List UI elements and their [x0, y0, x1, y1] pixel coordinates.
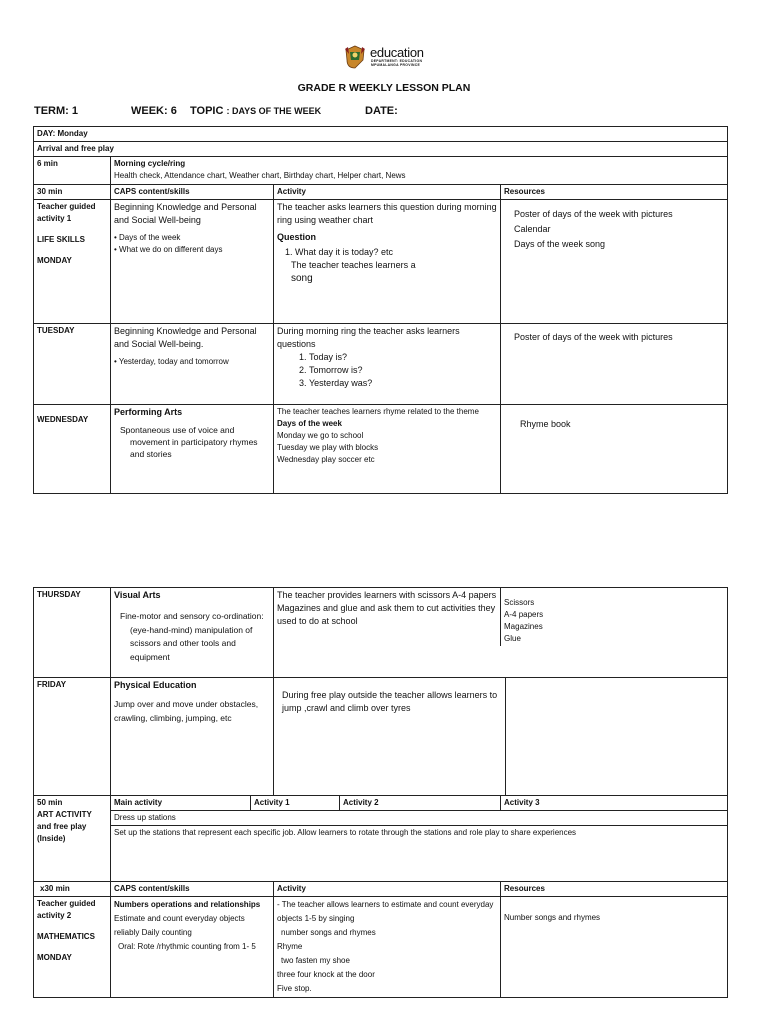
monday-activity-cell [274, 200, 501, 324]
art-label3: (Inside) [37, 834, 66, 843]
table-row [34, 142, 728, 157]
maths-label-cell [34, 897, 111, 998]
monday-label1: Teacher guided activity 1 [37, 202, 96, 223]
ring-time: 6 min [34, 157, 111, 185]
thursday-res1: Scissors [504, 598, 535, 607]
tuesday-question-2: 2. Tomorrow is? [309, 364, 497, 377]
thursday-activity-cell [274, 588, 501, 646]
thursday-res3: Magazines [504, 622, 543, 631]
ring-items: Health check, Attendance chart, Weather chart, Birthday chart, Helper chart, News [114, 171, 406, 180]
thursday-resources-cell [501, 588, 727, 646]
friday-activity-resources [274, 678, 728, 796]
thursday-caps-body: Fine-motor and sensory co-ordination: (eye-hand-mind) manipulation of scissors and other tools and equipment [120, 611, 264, 662]
wednesday-res1: Rhyme book [520, 419, 571, 429]
lesson-plan-table-1 [33, 126, 728, 494]
tuesday-caps-cell [111, 324, 274, 405]
friday-resources-cell [506, 678, 727, 795]
wednesday-resources-cell [501, 405, 728, 494]
logo-wordmark: education [370, 45, 424, 60]
col-resources: Resources [501, 185, 728, 200]
maths-act-l2: number songs and rhymes [281, 928, 376, 937]
tuesday-question-1: 1. Today is? [309, 351, 497, 364]
tuesday-resources-cell [501, 324, 728, 405]
monday-caps-b2: • What we do on different days [114, 245, 223, 254]
maths-label1: Teacher guided activity 2 [37, 899, 96, 920]
maths-col-resources: Resources [501, 882, 728, 897]
wednesday-act-intro: The teacher teaches learners rhyme related to the theme [277, 407, 479, 416]
col-caps: CAPS content/skills [111, 185, 274, 200]
table-row-art-dress [34, 811, 728, 826]
wednesday-label: WEDNESDAY [37, 415, 89, 424]
col-activity: Activity [274, 185, 501, 200]
thursday-caps-cell [111, 588, 274, 678]
wednesday-caps-body: Spontaneous use of voice and movement in participatory rhymes and stories [120, 425, 258, 459]
art-label-cell [34, 796, 111, 882]
table-row [34, 127, 728, 142]
topic-value: : DAYS OF THE WEEK [226, 106, 322, 116]
table-row-friday [34, 678, 728, 796]
monday-act-question-label: Question [277, 232, 317, 242]
monday-act-intro: The teacher asks learners this question during morning ring using weather chart [277, 202, 497, 225]
table-row-wednesday [34, 405, 728, 494]
wednesday-caps-title: Performing Arts [114, 407, 183, 417]
thursday-caps-title: Visual Arts [114, 590, 161, 600]
maths-act-l1: - The teacher allows learners to estimate and count everyday objects 1-5 by singing [277, 900, 494, 923]
monday-caps-cell [111, 200, 274, 324]
art-setup: Set up the stations that represent each specific job. Allow learners to rotate through the stations and role play to share experiences [111, 826, 728, 882]
tuesday-caps-title: Beginning Knowledge and Personal and Social Well-being. [114, 326, 257, 349]
monday-resources-cell [501, 200, 728, 324]
friday-activity: During free play outside the teacher allows learners to jump ,crawl and climb over tyres [282, 690, 498, 713]
ring-title: Morning cycle/ring [114, 159, 186, 168]
logo-department: DEPARTMENT: EDUCATION [371, 59, 423, 63]
logo-province: MPUMALANGA PROVINCE [371, 63, 421, 67]
week-label: WEEK: 6 [131, 105, 177, 117]
wednesday-caps-cell [111, 405, 274, 494]
table-row [34, 185, 728, 200]
monday-act-note1: The teacher teaches learners a [291, 260, 416, 270]
wednesday-act-l3: Wednesday play soccer etc [277, 455, 375, 464]
thursday-res4: Glue [504, 634, 521, 643]
table-row-maths-header [34, 882, 728, 897]
col-time: 30 min [34, 185, 111, 200]
wednesday-label-cell [34, 405, 111, 494]
wednesday-act-l1: Monday we go to school [277, 431, 364, 440]
tuesday-label: TUESDAY [34, 324, 111, 405]
table-row [34, 157, 728, 185]
maths-col-caps: CAPS content/skills [111, 882, 274, 897]
maths-caps-cell [111, 897, 274, 998]
monday-label-cell [34, 200, 111, 324]
monday-res2: Calendar [514, 224, 551, 234]
monday-res1: Poster of days of the week with pictures [514, 209, 673, 219]
tuesday-act-intro: During morning ring the teacher asks learners questions [277, 326, 460, 349]
thursday-res2: A-4 papers [504, 610, 544, 619]
topic-label: TOPIC [190, 105, 224, 117]
friday-caps-title: Physical Education [114, 680, 197, 690]
maths-activity-cell [274, 897, 501, 998]
art-col-a3: Activity 3 [501, 796, 728, 811]
friday-caps-body: Jump over and move under obstacles, crawling, climbing, jumping, etc [114, 699, 259, 723]
maths-res1: Number songs and rhymes [504, 913, 601, 922]
table-row-thursday [34, 588, 728, 678]
art-label1: ART ACTIVITY [37, 810, 92, 819]
wednesday-activity-cell [274, 405, 501, 494]
friday-activity-cell [274, 678, 506, 795]
term-label: TERM: 1 [34, 105, 78, 117]
maths-label3: MONDAY [37, 953, 72, 962]
table-row-maths [34, 897, 728, 998]
thursday-activity: The teacher provides learners with scissors A-4 papers Magazines and glue and ask them to cut activities they used to do at school [277, 590, 497, 626]
topic-heading [190, 105, 321, 117]
ring-cell [111, 157, 728, 185]
table-row-art-setup [34, 826, 728, 882]
lesson-plan-table-2 [33, 587, 728, 998]
date-label: DATE: [365, 105, 398, 117]
thursday-activity-resources [274, 588, 728, 678]
wednesday-act-l2: Tuesday we play with blocks [277, 443, 379, 452]
table-row-art-header [34, 796, 728, 811]
arrival-label: Arrival and free play [34, 142, 728, 157]
tuesday-caps-b1: • Yesterday, today and tomorrow [114, 357, 229, 366]
friday-label: FRIDAY [34, 678, 111, 796]
day-label: DAY: Monday [34, 127, 728, 142]
tuesday-question-list [277, 351, 497, 390]
maths-act-l6: Five stop. [277, 984, 312, 993]
thursday-label: THURSDAY [34, 588, 111, 678]
maths-caps-title: Numbers operations and relationships [114, 900, 261, 909]
monday-act-note2: song [291, 273, 313, 284]
art-dress: Dress up stations [111, 811, 728, 826]
art-col-a1: Activity 1 [251, 796, 340, 811]
monday-label3: MONDAY [37, 256, 72, 265]
monday-caps-title: Beginning Knowledge and Personal and Social Well-being [114, 202, 257, 225]
maths-label2: MATHEMATICS [37, 932, 95, 941]
maths-caps-l1: Estimate and count everyday objects reliably Daily counting [114, 914, 245, 937]
maths-act-l5: three four knock at the door [277, 970, 375, 979]
art-col-main: Main activity [111, 796, 251, 811]
tuesday-question-3: 3. Yesterday was? [309, 377, 497, 390]
education-logo [338, 42, 438, 72]
tuesday-activity-cell [274, 324, 501, 405]
wednesday-act-heading: Days of the week [277, 419, 342, 428]
monday-caps-b1: • Days of the week [114, 233, 181, 242]
art-time: 50 min [37, 798, 63, 807]
table-row-tuesday [34, 324, 728, 405]
monday-label2: LIFE SKILLS [37, 235, 85, 244]
page-title: GRADE R WEEKLY LESSON PLAN [297, 82, 471, 94]
maths-col-activity: Activity [274, 882, 501, 897]
art-label2: and free play [37, 822, 87, 831]
monday-question-1: 1. What day it is today? etc [295, 246, 497, 259]
maths-act-l4: two fasten my shoe [281, 956, 350, 965]
maths-act-l3: Rhyme [277, 942, 303, 951]
monday-question-list [277, 246, 497, 259]
table-row-monday [34, 200, 728, 324]
maths-resources-cell [501, 897, 728, 998]
art-col-a2: Activity 2 [340, 796, 501, 811]
coat-of-arms-icon [342, 44, 368, 70]
maths-caps-l2: Oral: Rote /rhythmic counting from 1- 5 [118, 942, 256, 951]
tuesday-res1: Poster of days of the week with pictures [514, 332, 673, 342]
friday-caps-cell [111, 678, 274, 796]
maths-time: x30 min [34, 882, 111, 897]
monday-res3: Days of the week song [514, 239, 606, 249]
